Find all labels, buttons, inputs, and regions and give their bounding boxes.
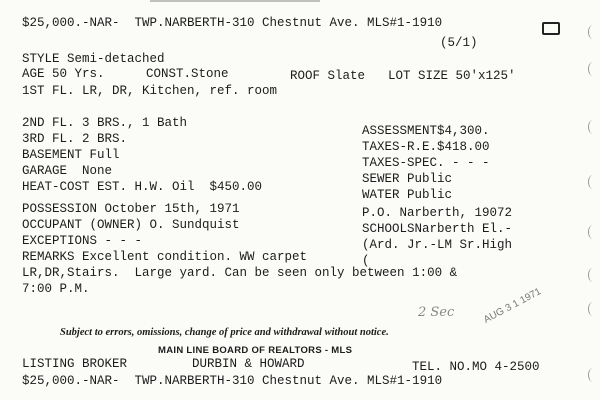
listing-broker-label: LISTING BROKER: [22, 357, 128, 371]
remarks-line-2: LR,DR,Stairs. Large yard. Can be seen only between 1:00 &: [22, 266, 458, 280]
style-field: STYLE Semi-detached: [22, 52, 165, 66]
occupant-field: OCCUPANT (OWNER) O. Sundquist: [22, 218, 240, 232]
checkbox-mark: [542, 22, 560, 35]
schools-line-1: SCHOOLSNarberth El.-: [362, 222, 513, 236]
disclaimer-text: Subject to errors, omissions, change of price and withdrawal without notice.: [60, 327, 389, 338]
sewer-field: SEWER Public: [362, 172, 453, 186]
handwritten-note: 2 Sec: [418, 305, 455, 320]
post-office-field: P.O. Narberth, 19072: [362, 206, 513, 220]
construction-field: CONST.Stone: [146, 67, 229, 81]
header-fraction: (5/1): [440, 36, 478, 50]
schools-line-2: (Ard. Jr.-LM Sr.High: [362, 238, 513, 252]
taxes-spec-field: TAXES-SPEC. - - -: [362, 156, 490, 170]
bottom-header-line: $25,000.-NAR- TWP.NARBERTH-310 Chestnut Ave. MLS#1-1910: [22, 374, 443, 388]
taxes-re-field: TAXES-R.E.$418.00: [362, 140, 490, 154]
exceptions-field: EXCEPTIONS - - -: [22, 234, 143, 248]
first-floor-field: 1ST FL. LR, DR, Kitchen, ref. room: [22, 84, 278, 98]
listing-broker-name: DURBIN & HOWARD: [192, 357, 305, 371]
remarks-line-3: 7:00 P.M.: [22, 282, 90, 296]
possession-field: POSSESSION October 15th, 1971: [22, 202, 240, 216]
lot-size-field: LOT SIZE 50'x125': [388, 69, 516, 83]
second-floor-field: 2ND FL. 3 BRS., 1 Bath: [22, 116, 188, 130]
binder-hole-mark: [588, 302, 598, 316]
third-floor-field: 3RD FL. 2 BRS.: [22, 132, 128, 146]
basement-field: BASEMENT Full: [22, 148, 120, 162]
binder-hole-mark: [588, 62, 598, 76]
binder-hole-mark: [588, 175, 598, 189]
broker-phone: TEL. NO.MO 4-2500: [412, 360, 540, 374]
binder-hole-mark: [588, 25, 598, 39]
binder-hole-mark: [588, 368, 598, 382]
heat-cost-field: HEAT-COST EST. H.W. Oil $450.00: [22, 180, 263, 194]
open-paren: (: [362, 254, 370, 268]
age-field: AGE 50 Yrs.: [22, 67, 105, 81]
remarks-line-1: REMARKS Excellent condition. WW carpet: [22, 250, 308, 264]
water-field: WATER Public: [362, 188, 453, 202]
binder-hole-mark: [588, 225, 598, 239]
header-line: $25,000.-NAR- TWP.NARBERTH-310 Chestnut Ave. MLS#1-1910: [22, 16, 443, 30]
board-name: MAIN LINE BOARD OF REALTORS - MLS: [158, 345, 353, 356]
assessment-field: ASSESSMENT$4,300.: [362, 124, 490, 138]
binder-hole-mark: [588, 120, 598, 134]
date-stamp: AUG 3 1 1971: [482, 286, 544, 326]
garage-field: GARAGE None: [22, 164, 113, 178]
scan-edge-mark: [150, 0, 320, 2]
roof-field: ROOF Slate: [290, 69, 366, 83]
binder-hole-mark: [588, 268, 598, 282]
